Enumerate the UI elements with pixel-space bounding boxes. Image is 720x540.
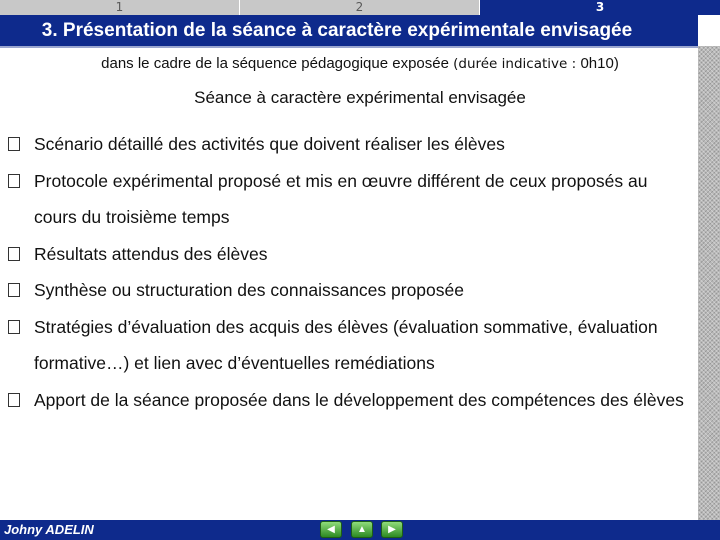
bullet-box-icon xyxy=(8,137,20,151)
list-item-text: Synthèse ou structuration des connaissances proposée xyxy=(34,280,464,300)
slide-title: 3. Présentation de la séance à caractère expérimentale envisagée xyxy=(0,15,698,46)
bullet-box-icon xyxy=(8,393,20,407)
bullet-box-icon xyxy=(8,174,20,188)
bullet-list xyxy=(8,126,688,418)
list-item xyxy=(8,382,688,419)
home-slide-button[interactable] xyxy=(351,521,373,538)
list-item xyxy=(8,309,688,382)
list-item-text: Protocole expérimental proposé et mis en œuvre différent de ceux proposés au cours du troisième temps xyxy=(34,170,648,227)
list-item-text: Résultats attendus des élèves xyxy=(34,243,268,264)
title-divider xyxy=(0,46,698,48)
section-heading: Séance à caractère expérimental envisagée xyxy=(194,88,526,107)
author-name: Johny ADELIN xyxy=(4,522,94,537)
arrow-left-icon: ◀ xyxy=(327,524,335,535)
decorative-side-strip xyxy=(698,46,720,520)
bullet-box-icon xyxy=(8,320,20,334)
step-tabs xyxy=(0,0,720,15)
subtitle-duration: 0h10) xyxy=(580,55,619,72)
list-item-text: Apport de la séance proposée dans le développement des compétences des élèves xyxy=(34,389,684,410)
previous-slide-button[interactable] xyxy=(320,521,342,538)
slide-navigation xyxy=(0,521,720,539)
list-item xyxy=(8,272,688,309)
bullet-box-icon xyxy=(8,283,20,297)
bullet-box-icon xyxy=(8,247,20,261)
list-item-text: Stratégies d’évaluation des acquis des élèves (évaluation sommative, évaluation formative…) et lien avec d’éventuelles remédiations xyxy=(34,316,658,373)
subtitle xyxy=(0,55,720,72)
step-tab-3[interactable]: 3 xyxy=(480,0,720,15)
step-tab-2[interactable]: 2 xyxy=(240,0,480,15)
next-slide-button[interactable] xyxy=(381,521,403,538)
list-item xyxy=(8,236,688,273)
arrow-right-icon: ▶ xyxy=(388,524,396,535)
step-tab-1[interactable]: 1 xyxy=(0,0,240,15)
subtitle-main: dans le cadre de la séquence pédagogique exposée xyxy=(101,55,454,72)
list-item xyxy=(8,163,688,236)
home-icon: ▲ xyxy=(357,524,367,535)
list-item xyxy=(8,126,688,163)
subtitle-duration-label: (durée indicative : xyxy=(453,56,581,72)
list-item-text: Scénario détaillé des activités que doivent réaliser les élèves xyxy=(34,134,505,154)
